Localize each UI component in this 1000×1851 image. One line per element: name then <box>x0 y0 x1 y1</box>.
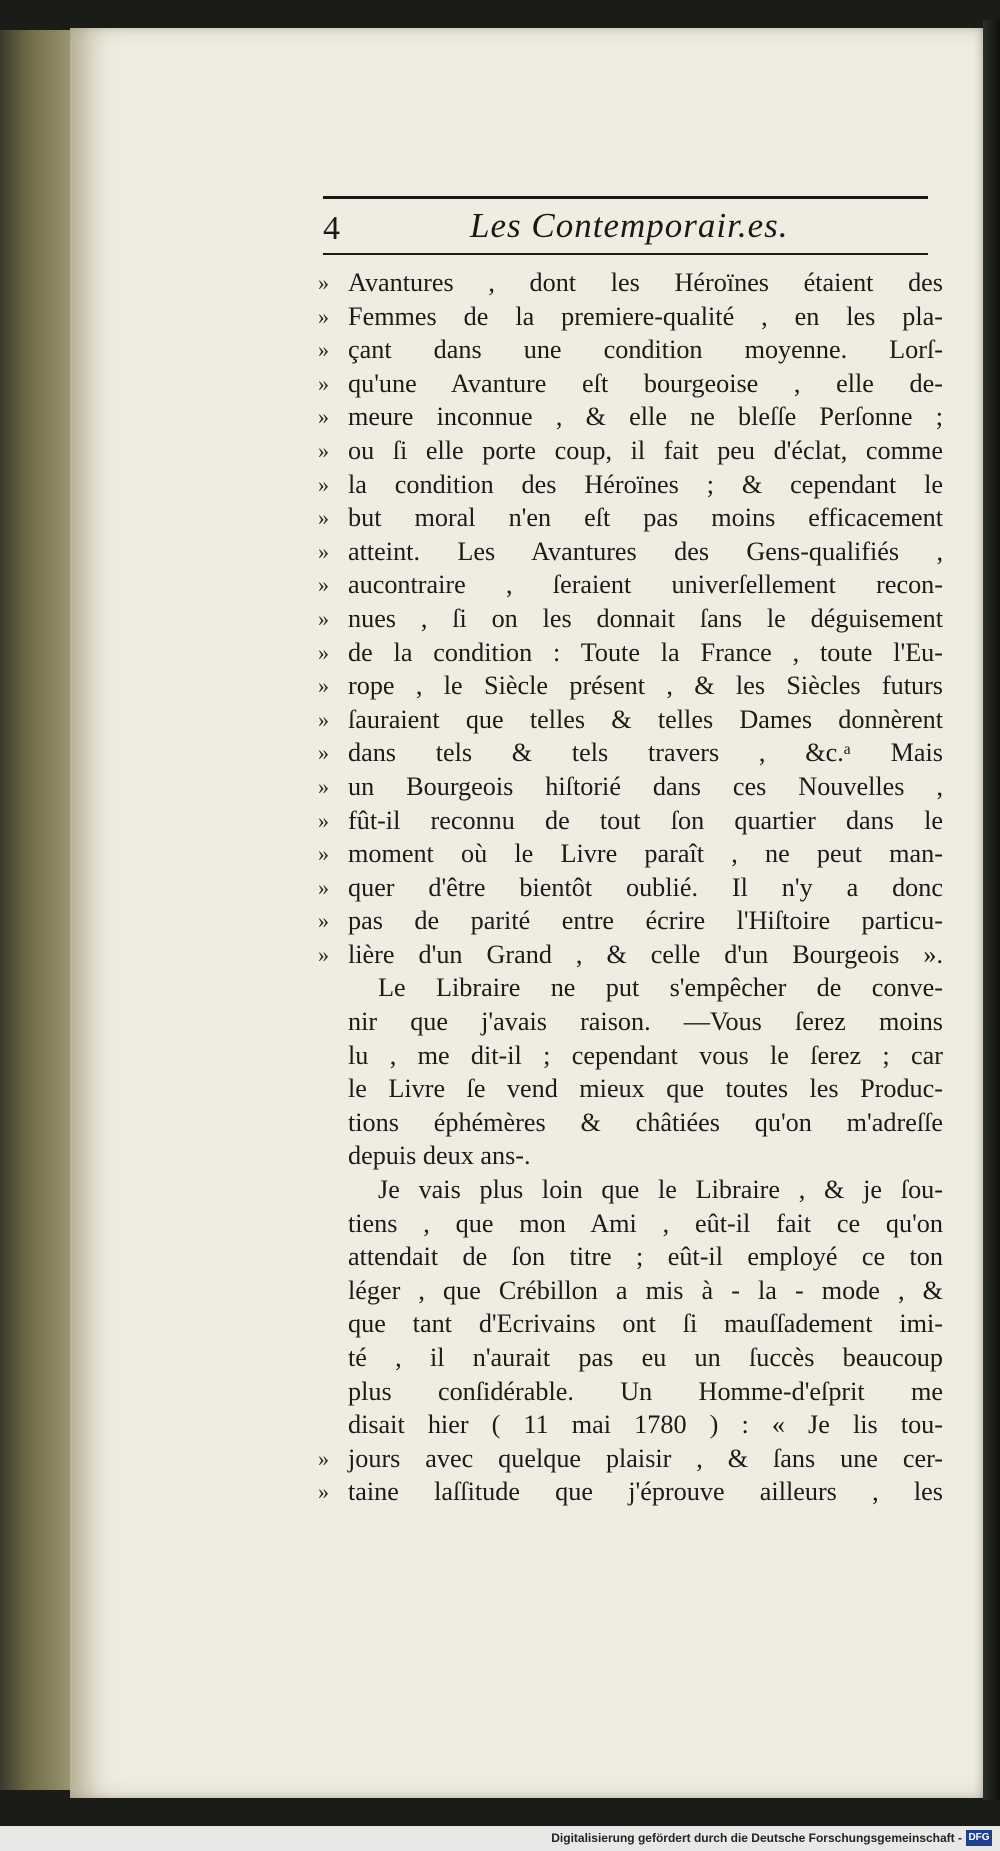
quote-mark: » <box>318 538 329 564</box>
text-line <box>318 804 943 838</box>
quote-mark <box>318 1375 348 1409</box>
line-text: but moral n'en eſt pas moins efficacement <box>348 503 943 533</box>
line-text: nues , ſi on les donnait ſans le déguisement <box>348 603 943 633</box>
text-line <box>318 1475 943 1509</box>
text-line <box>318 1106 943 1140</box>
text-line <box>318 1408 943 1442</box>
line-text: nir que j'avais raison. —Vous ſerez moins <box>348 1007 943 1037</box>
text-line <box>318 1274 943 1308</box>
quote-mark: » <box>318 706 329 732</box>
text-line <box>318 1240 943 1274</box>
line-text: rope , le Siècle présent , & les Siècles futurs <box>348 671 943 701</box>
text-line <box>318 1207 943 1241</box>
text-line <box>318 1072 943 1106</box>
line-text: plus conſidérable. Un Homme-d'eſprit me <box>348 1376 943 1406</box>
text-line <box>318 837 943 871</box>
line-text: le Livre ſe vend mieux que toutes les Produc- <box>348 1074 943 1104</box>
quote-mark <box>318 1005 348 1039</box>
text-line <box>318 1139 943 1173</box>
line-text: Femmes de la premiere-qualité , en les pla- <box>348 301 943 331</box>
text-line <box>318 636 943 670</box>
line-text: léger , que Crébillon a mis à - la - mode , & <box>348 1275 943 1305</box>
text-line <box>318 367 943 401</box>
line-text: lu , me dit-il ; cependant vous le ſerez ; car <box>348 1040 943 1070</box>
line-text: taine laſſitude que j'éprouve ailleurs , les <box>348 1477 943 1507</box>
text-line <box>318 669 943 703</box>
text-line <box>318 333 943 367</box>
page-right-edge <box>983 20 1000 1800</box>
quote-mark: » <box>318 941 329 967</box>
quote-mark: » <box>318 1479 329 1505</box>
line-text: Je vais plus loin que le Libraire , & je ſou- <box>378 1175 943 1205</box>
line-text: té , il n'aurait pas eu un ſuccès beaucoup <box>348 1343 943 1372</box>
dfg-logo: DFG <box>966 1830 992 1846</box>
quote-mark: » <box>318 841 329 867</box>
line-text: ou ſi elle porte coup, il fait peu d'éclat, comme <box>348 435 943 465</box>
quote-mark: » <box>318 303 329 329</box>
text-line <box>318 1375 943 1409</box>
line-text: Avantures , dont les Héroïnes étaient des <box>348 268 943 297</box>
line-text: tions éphémères & châtiées qu'on m'adreſſe <box>348 1107 943 1137</box>
quote-mark <box>318 971 348 1005</box>
text-line <box>318 1005 943 1039</box>
text-line <box>318 1307 943 1341</box>
faded-stamp <box>560 1615 840 1685</box>
text-line <box>318 266 943 300</box>
text-line <box>318 871 943 905</box>
text-line <box>318 971 943 1005</box>
line-text: la condition des Héroïnes ; & cependant le <box>348 469 943 499</box>
quote-mark <box>318 1408 348 1442</box>
quote-mark <box>318 1106 348 1140</box>
book-spine-edge <box>0 30 80 1790</box>
line-text: disait hier ( 11 mai 1780 ) : « Je lis tou- <box>348 1410 943 1440</box>
quote-mark: » <box>318 639 329 665</box>
line-text: quer d'être bientôt oublié. Il n'y a donc <box>348 872 943 902</box>
text-line <box>318 938 943 972</box>
line-text: lière d'un Grand , & celle d'un Bourgeois ». <box>348 939 943 969</box>
line-text: fût-il reconnu de tout ſon quartier dans le <box>348 805 943 835</box>
text-line <box>318 501 943 535</box>
quote-mark: » <box>318 773 329 799</box>
digitization-credit: Digitalisierung gefördert durch die Deutsche Forschungsgemeinschaft - <box>551 1831 962 1845</box>
line-text: qu'une Avanture eſt bourgeoise , elle de- <box>348 368 943 398</box>
line-text: Le Libraire ne put s'empêcher de conve- <box>378 973 943 1003</box>
line-text: depuis deux ans-. <box>348 1141 531 1171</box>
quote-mark: » <box>318 908 329 934</box>
quote-mark <box>318 1139 348 1173</box>
line-text: attendait de ſon titre ; eût-il employé ce ton <box>348 1242 943 1272</box>
line-text: dans tels & tels travers , &c.ᵃ Mais <box>348 738 943 768</box>
page-number: 4 <box>323 210 340 247</box>
quote-mark: » <box>318 404 329 430</box>
text-line <box>318 1039 943 1073</box>
line-text: atteint. Les Avantures des Gens-qualifiés , <box>348 536 943 566</box>
text-line <box>318 602 943 636</box>
quote-mark: » <box>318 437 329 463</box>
text-line <box>318 535 943 569</box>
quote-mark: » <box>318 572 329 598</box>
text-line <box>318 434 943 468</box>
line-text: pas de parité entre écrire l'Hiſtoire particu- <box>348 906 943 936</box>
line-text: de la condition : Toute la France , toute l'Eu- <box>348 637 943 667</box>
quote-mark: » <box>318 874 329 900</box>
quote-mark: » <box>318 471 329 497</box>
header-rule-bottom <box>323 253 928 255</box>
line-text: aucontraire , ſeraient univerſellement recon- <box>348 570 943 600</box>
text-line <box>318 1173 943 1207</box>
text-line <box>318 1442 943 1476</box>
text-line <box>318 770 943 804</box>
line-text: un Bourgeois hiſtorié dans ces Nouvelles , <box>348 771 943 801</box>
text-line <box>318 400 943 434</box>
text-line <box>318 300 943 334</box>
body-text <box>318 266 943 1509</box>
quote-mark <box>318 1307 348 1341</box>
quote-mark <box>318 1240 348 1274</box>
line-text: tiens , que mon Ami , eût-il fait ce qu'on <box>348 1208 943 1238</box>
line-text: ſauraient que telles & telles Dames donnèrent <box>348 704 943 734</box>
quote-mark <box>318 1039 348 1073</box>
quote-mark: » <box>318 1445 329 1471</box>
quote-mark: » <box>318 605 329 631</box>
quote-mark: » <box>318 673 329 699</box>
quote-mark: » <box>318 270 329 295</box>
line-text: moment où le Livre paraît , ne peut man- <box>348 839 943 869</box>
line-text: çant dans une condition moyenne. Lorſ- <box>348 335 943 365</box>
header-rule-top <box>323 196 928 199</box>
text-line <box>318 904 943 938</box>
running-head: Les Contemporair.es. <box>470 206 789 245</box>
quote-mark: » <box>318 740 329 766</box>
line-text: que tant d'Ecrivains ont ſi mauſſadement imi- <box>348 1309 943 1339</box>
quote-mark <box>318 1341 348 1375</box>
line-text: jours avec quelque plaisir , & ſans une cer- <box>348 1443 943 1473</box>
text-line <box>318 1341 943 1375</box>
quote-mark <box>318 1207 348 1241</box>
text-line <box>318 468 943 502</box>
text-line <box>318 568 943 602</box>
line-text: meure inconnue , & elle ne bleſſe Perſonne ; <box>348 402 943 432</box>
quote-mark: » <box>318 505 329 531</box>
quote-mark <box>318 1072 348 1106</box>
quote-mark: » <box>318 370 329 396</box>
quote-mark <box>318 1173 348 1207</box>
quote-mark <box>318 1274 348 1308</box>
text-line <box>318 703 943 737</box>
quote-mark: » <box>318 337 329 363</box>
quote-mark: » <box>318 807 329 833</box>
text-line <box>318 736 943 770</box>
